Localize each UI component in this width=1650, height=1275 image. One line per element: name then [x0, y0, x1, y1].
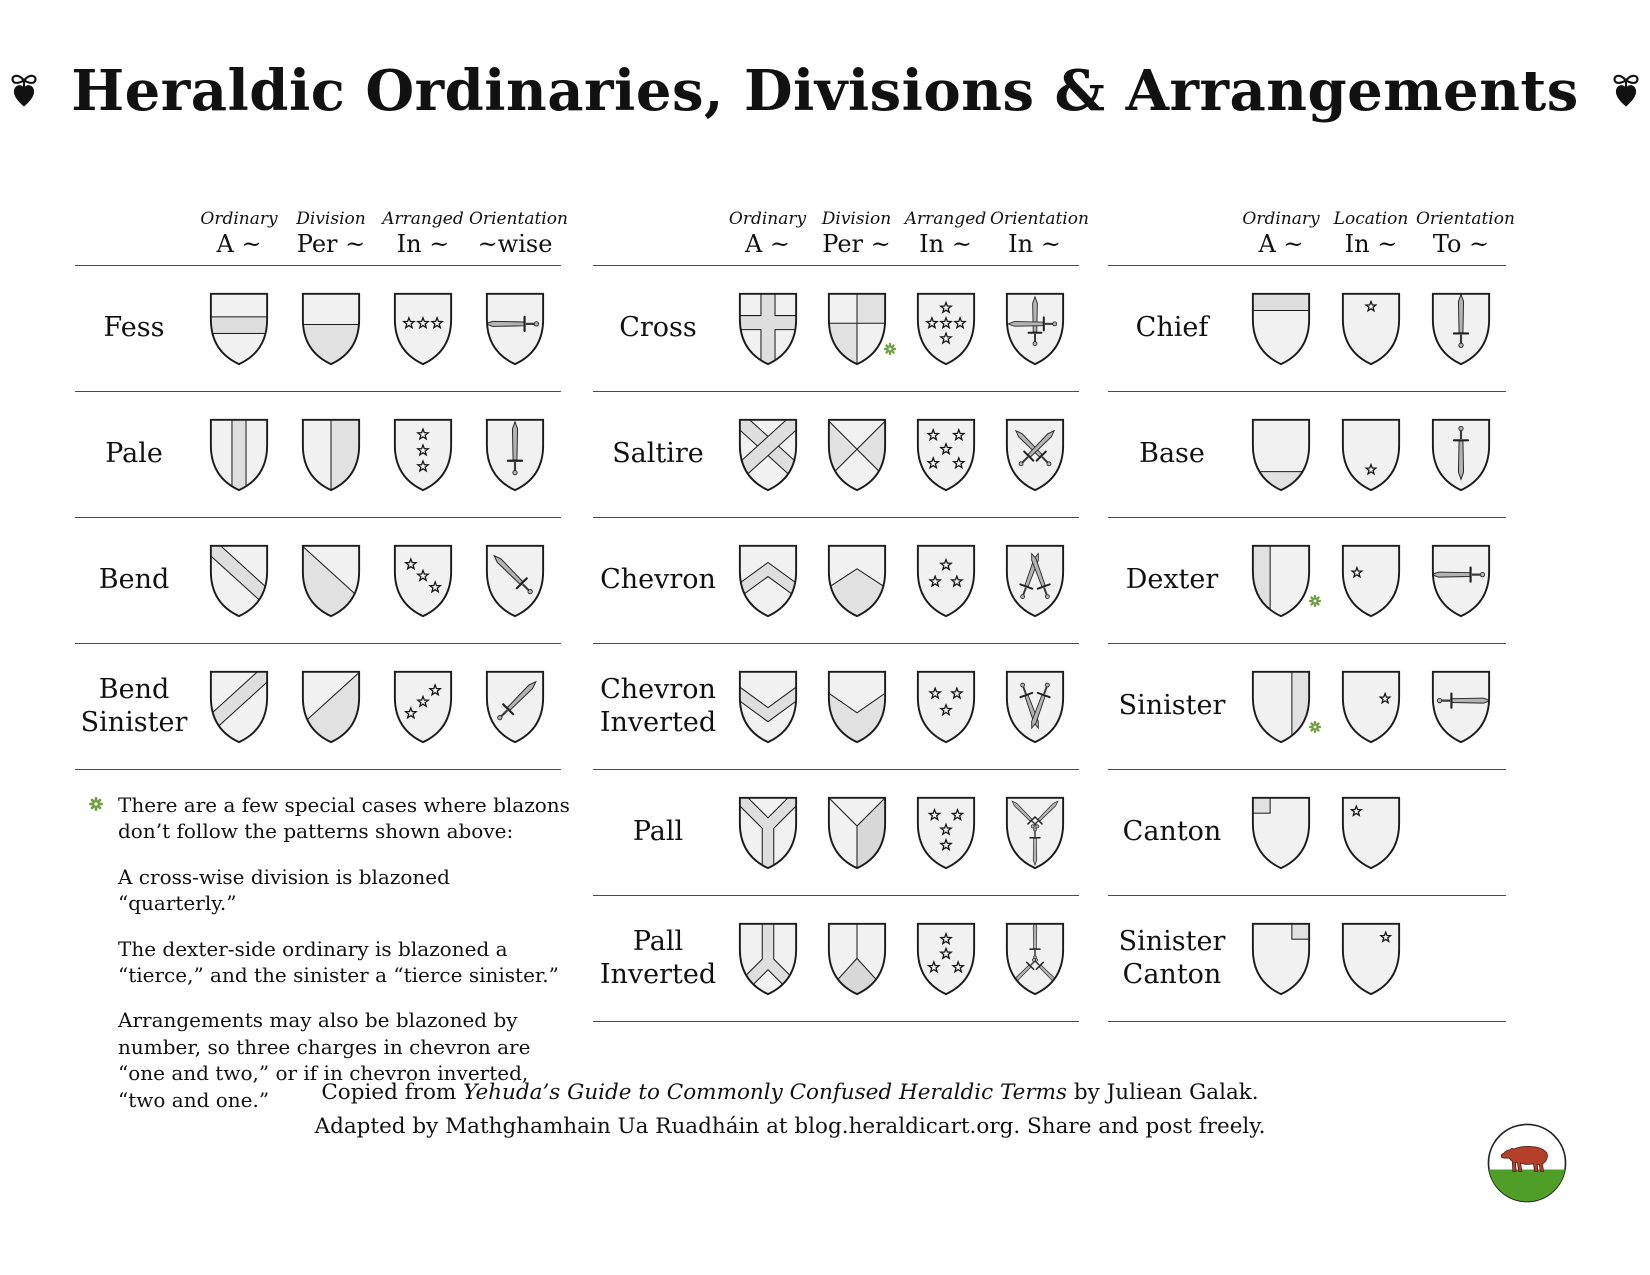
table-row-pall — [593, 769, 1079, 895]
table-row-dexter — [1108, 517, 1506, 643]
shield-graphic — [207, 290, 271, 368]
shield-graphic — [391, 290, 455, 368]
shield-swords-pall-inverted — [990, 920, 1079, 998]
shield-swords-to-dexter — [1416, 542, 1506, 620]
shield-per-saltire — [812, 416, 901, 494]
bear-badge-logo — [1486, 1122, 1568, 1204]
shield-bend-sinister — [193, 668, 285, 746]
shield-graphic — [1339, 920, 1403, 998]
row-label: Sinister Canton — [1118, 926, 1226, 990]
row-label: Chevron Inverted — [599, 674, 717, 738]
shield-pall-inverted — [723, 920, 812, 998]
footnote-intro — [75, 792, 573, 845]
row-label: Base — [1139, 438, 1205, 470]
shield-graphic — [1003, 668, 1067, 746]
shield-stars-pall-inverted — [901, 920, 990, 998]
shield-stars-bend-sinister — [377, 668, 469, 746]
shield-graphic — [483, 542, 547, 620]
shield-chief — [1236, 290, 1326, 368]
shield-graphic — [207, 416, 271, 494]
table-ordinaries-left — [75, 190, 568, 770]
shield-graphic — [825, 920, 889, 998]
shield-per-pall — [812, 794, 901, 872]
shield-stars-sinister-canton — [1326, 920, 1416, 998]
shield-graphic — [391, 542, 455, 620]
shield-graphic — [299, 668, 363, 746]
row-label: Pall — [632, 816, 684, 848]
table-row-pall-inverted — [593, 895, 1079, 1021]
footnote — [75, 792, 573, 1113]
shield-per-bend-sinister — [285, 668, 377, 746]
shield-stars-canton — [1326, 794, 1416, 872]
attribution — [75, 1076, 1505, 1145]
shield-stars-chief — [1326, 290, 1416, 368]
shield-graphic — [736, 290, 800, 368]
shield-graphic — [825, 542, 889, 620]
table-row-cross — [593, 265, 1079, 391]
column-header-ordinary: Ordinary A ~ — [1242, 209, 1320, 258]
book-title: Yehuda’s Guide to Commonly Confused Heraldic Terms — [463, 1080, 1068, 1105]
shield-graphic — [1429, 668, 1493, 746]
table-header-row — [593, 190, 1089, 265]
shield-graphic — [1339, 668, 1403, 746]
row-label: Fess — [103, 312, 165, 344]
shield-cross — [723, 290, 812, 368]
shield-graphic — [299, 290, 363, 368]
shield-per-fess — [285, 290, 377, 368]
shield-fess — [193, 290, 285, 368]
table-locations-right — [1108, 190, 1515, 1022]
column-header-division: Division Per ~ — [296, 209, 366, 258]
shield-per-chevron-inverted — [812, 668, 901, 746]
page-title: Heraldic Ordinaries, Divisions & Arrangements — [71, 58, 1579, 124]
row-label: Pall Inverted — [599, 926, 717, 990]
shield-stars-dexter — [1326, 542, 1416, 620]
shield-graphic — [483, 416, 547, 494]
table-row-chief — [1108, 265, 1506, 391]
shield-stars-chevron — [901, 542, 990, 620]
shield-graphic — [1003, 416, 1067, 494]
shield-swords-palewise — [469, 416, 561, 494]
green-floret-icon — [88, 796, 104, 812]
shield-graphic — [1339, 290, 1403, 368]
shield-stars-sinister — [1326, 668, 1416, 746]
shield-graphic — [1249, 290, 1313, 368]
shield-stars-chevron-inverted — [901, 668, 990, 746]
row-label: Sinister — [1118, 690, 1226, 722]
shield-graphic — [483, 290, 547, 368]
shield-swords-to-sinister — [1416, 668, 1506, 746]
shield-graphic — [736, 668, 800, 746]
shield-graphic — [1429, 416, 1493, 494]
shield-canton — [1236, 794, 1326, 872]
row-label: Saltire — [612, 438, 704, 470]
shield-chevron-inverted — [723, 668, 812, 746]
shield-graphic — [299, 542, 363, 620]
shield-graphic — [1003, 290, 1067, 368]
shield-graphic — [1249, 668, 1313, 746]
column-header-ordinary: Ordinary A ~ — [728, 209, 807, 258]
column-header-location: Location In ~ — [1333, 209, 1409, 258]
shield-graphic — [1339, 794, 1403, 872]
shield-graphic — [736, 542, 800, 620]
column-header-orientation: Orientation In ~ — [990, 209, 1089, 258]
shield-bend — [193, 542, 285, 620]
shield-graphic — [1249, 794, 1313, 872]
footnote-intro-text: There are a few special cases where blazons don’t follow the patterns shown above: — [118, 793, 570, 844]
shield-stars-cross — [901, 290, 990, 368]
table-row-bend-sinister — [75, 643, 561, 769]
shield-graphic — [483, 668, 547, 746]
table-row-sinister — [1108, 643, 1506, 769]
shield-graphic — [914, 668, 978, 746]
table-row-chevron-inverted — [593, 643, 1079, 769]
shield-swords-cross — [990, 290, 1079, 368]
shield-graphic — [825, 290, 889, 368]
shield-graphic — [1249, 542, 1313, 620]
shield-stars-bend — [377, 542, 469, 620]
table-row-fess — [75, 265, 561, 391]
row-label: Pale — [105, 438, 163, 470]
shield-swords-to-chief — [1416, 290, 1506, 368]
shield-graphic — [207, 542, 271, 620]
row-label: Bend — [98, 564, 170, 596]
attribution-line-1: Copied from Yehuda’s Guide to Commonly Confused Heraldic Terms by Juliean Galak. — [321, 1080, 1259, 1105]
shield-pall — [723, 794, 812, 872]
table-header-row — [75, 190, 568, 265]
green-floret-icon — [1308, 594, 1322, 608]
shield-per-bend — [285, 542, 377, 620]
column-header-orientation: Orientation To ~ — [1416, 209, 1515, 258]
shield-graphic — [207, 668, 271, 746]
footnote-item: Arrangements may also be blazoned by number, so three charges in chevron are “one and two,” or if in chevron inverted, “two and one.” — [118, 1008, 531, 1112]
shield-graphic — [825, 668, 889, 746]
table-row-canton — [1108, 769, 1506, 895]
title-row — [0, 58, 1650, 124]
shield-graphic — [299, 416, 363, 494]
table-header-row — [1108, 190, 1515, 265]
shield-swords-fesswise — [469, 290, 561, 368]
row-label: Chevron — [600, 564, 716, 596]
shield-sinister — [1236, 668, 1326, 746]
shield-graphic — [914, 920, 978, 998]
column-header-orientation: Orientation ~wise — [469, 209, 568, 258]
shield-graphic — [736, 794, 800, 872]
shield-graphic — [914, 416, 978, 494]
table-row-pale — [75, 391, 561, 517]
shield-graphic — [914, 542, 978, 620]
shield-per-pall-inverted — [812, 920, 901, 998]
green-floret-icon — [883, 342, 897, 356]
row-label: Cross — [619, 312, 697, 344]
column-header-ordinary: Ordinary A ~ — [200, 209, 278, 258]
shield-per-pale — [285, 416, 377, 494]
shield-stars-saltire — [901, 416, 990, 494]
shield-graphic — [1429, 290, 1493, 368]
shield-base — [1236, 416, 1326, 494]
shield-per-chevron — [812, 542, 901, 620]
shield-graphic — [1249, 920, 1313, 998]
shield-graphic — [825, 794, 889, 872]
column-header-arranged: Arranged In ~ — [382, 209, 464, 258]
shield-graphic — [1003, 794, 1067, 872]
shield-swords-bendwise-sinister — [469, 668, 561, 746]
shield-swords-chevron-inverted — [990, 668, 1079, 746]
shield-graphic — [1003, 920, 1067, 998]
attribution-line-2: Adapted by Mathghamhain Ua Ruadháin at blog.heraldicart.org. Share and post freely. — [314, 1114, 1266, 1140]
shield-swords-to-base — [1416, 416, 1506, 494]
shield-graphic — [825, 416, 889, 494]
table-row-sinister-canton — [1108, 895, 1506, 1021]
shield-stars-pale — [377, 416, 469, 494]
table-row-chevron — [593, 517, 1079, 643]
footnote-item: A cross-wise division is blazoned “quarterly.” — [118, 864, 450, 916]
shield-stars-fess — [377, 290, 469, 368]
shield-graphic — [391, 416, 455, 494]
shield-stars-base — [1326, 416, 1416, 494]
shield-swords-bendwise — [469, 542, 561, 620]
floral-heart-icon — [1609, 69, 1643, 114]
shield-graphic — [914, 290, 978, 368]
table-row-base — [1108, 391, 1506, 517]
shield-graphic — [1339, 542, 1403, 620]
row-label: Dexter — [1125, 564, 1219, 596]
shield-graphic — [1429, 542, 1493, 620]
shield-saltire — [723, 416, 812, 494]
shield-swords-saltire — [990, 416, 1079, 494]
shield-swords-chevron — [990, 542, 1079, 620]
table-row-bend — [75, 517, 561, 643]
column-header-arranged: Arranged In ~ — [904, 209, 987, 258]
row-label: Bend Sinister — [80, 674, 188, 738]
shield-graphic — [914, 794, 978, 872]
shield-dexter — [1236, 542, 1326, 620]
row-label: Canton — [1122, 816, 1222, 848]
row-label: Chief — [1135, 312, 1209, 344]
shield-graphic — [1339, 416, 1403, 494]
shield-graphic — [1249, 416, 1313, 494]
green-floret-icon — [1308, 720, 1322, 734]
shield-sinister-canton — [1236, 920, 1326, 998]
shield-pale — [193, 416, 285, 494]
shield-graphic — [736, 416, 800, 494]
floral-heart-icon — [7, 69, 41, 114]
shield-swords-pall — [990, 794, 1079, 872]
shield-graphic — [736, 920, 800, 998]
shield-graphic — [391, 668, 455, 746]
shield-stars-pall — [901, 794, 990, 872]
shield-graphic — [1003, 542, 1067, 620]
table-ordinaries-middle — [593, 190, 1089, 1022]
shield-quarterly — [812, 290, 901, 368]
table-row-saltire — [593, 391, 1079, 517]
footnote-item: The dexter-side ordinary is blazoned a “tierce,” and the sinister a “tierce sinister.” — [118, 936, 559, 987]
shield-chevron — [723, 542, 812, 620]
column-header-division: Division Per ~ — [821, 209, 892, 258]
